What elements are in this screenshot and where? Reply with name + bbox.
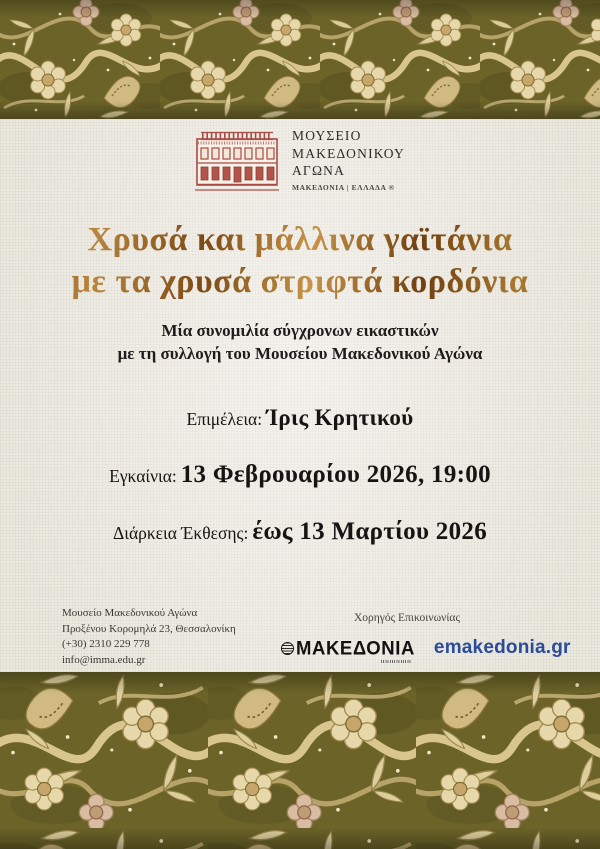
exhibition-subtitle	[0, 320, 600, 365]
makedonia-tagline-rule	[381, 660, 411, 663]
contact-email: info@imma.edu.gr	[62, 653, 146, 666]
contact-name: Μουσείο Μακεδονικού Αγώνα	[62, 607, 198, 619]
subtitle-line-1: Μία συνομιλία σύγχρονων εικαστικών	[161, 321, 439, 340]
opening-label: Εγκαίνια:	[109, 466, 177, 486]
curator-row	[0, 405, 600, 431]
museum-logo-text	[292, 127, 405, 192]
subtitle-line-2: με τη συλλογή του Μουσείου Μακεδονικού Αγώνα	[117, 343, 483, 363]
opening-value: 13 Φεβρουαρίου 2026, 19:00	[180, 461, 491, 488]
embroidered-border-top-icon	[0, 0, 600, 119]
curator-label: Επιμέλεια:	[186, 409, 263, 429]
exhibition-title	[0, 219, 600, 303]
makedonia-logo	[281, 637, 415, 659]
duration-row	[0, 518, 600, 546]
opening-row	[0, 461, 600, 489]
curator-value: Ίρις Κρητικού	[266, 405, 414, 430]
museum-name-line-3: ΑΓΩΝΑ	[291, 163, 346, 178]
museum-name-line-2: ΜΑΚΕΔΟΝΙΚΟΥ	[291, 145, 406, 161]
museum-logo	[0, 127, 600, 193]
makedonia-logo-mark-icon	[281, 642, 294, 655]
emakedonia-logo: emakedonia.gr	[433, 637, 571, 658]
contact-phone: (+30) 2310 229 778	[62, 638, 150, 650]
museum-building-icon	[195, 129, 279, 193]
duration-label: Διάρκεια Έκθεσης:	[113, 523, 249, 543]
makedonia-logo-text: ΜΑΚΕΔΟΝΙΑ	[296, 636, 415, 659]
title-line-2: με τα χρυσά στριφτά κορδόνια	[0, 261, 600, 303]
sponsor-heading: Χορηγός Επικοινωνίας	[353, 612, 461, 624]
embroidered-border-bottom-icon	[0, 672, 600, 849]
museum-contact-block	[62, 606, 236, 668]
museum-logo-subline: ΜΑΚΕΔΟΝΙΑ | ΕΛΛΑΔΑ ®	[291, 182, 395, 192]
museum-name-line-1: ΜΟΥΣΕΙΟ	[291, 128, 362, 143]
duration-value: έως 13 Μαρτίου 2026	[252, 518, 487, 545]
title-line-1: Χρυσά και μάλλινα γαϊτάνια	[0, 219, 600, 261]
sponsor-logos-row	[281, 637, 571, 659]
contact-address: Προξένου Κορομηλά 23, Θεσσαλονίκη	[62, 622, 236, 635]
